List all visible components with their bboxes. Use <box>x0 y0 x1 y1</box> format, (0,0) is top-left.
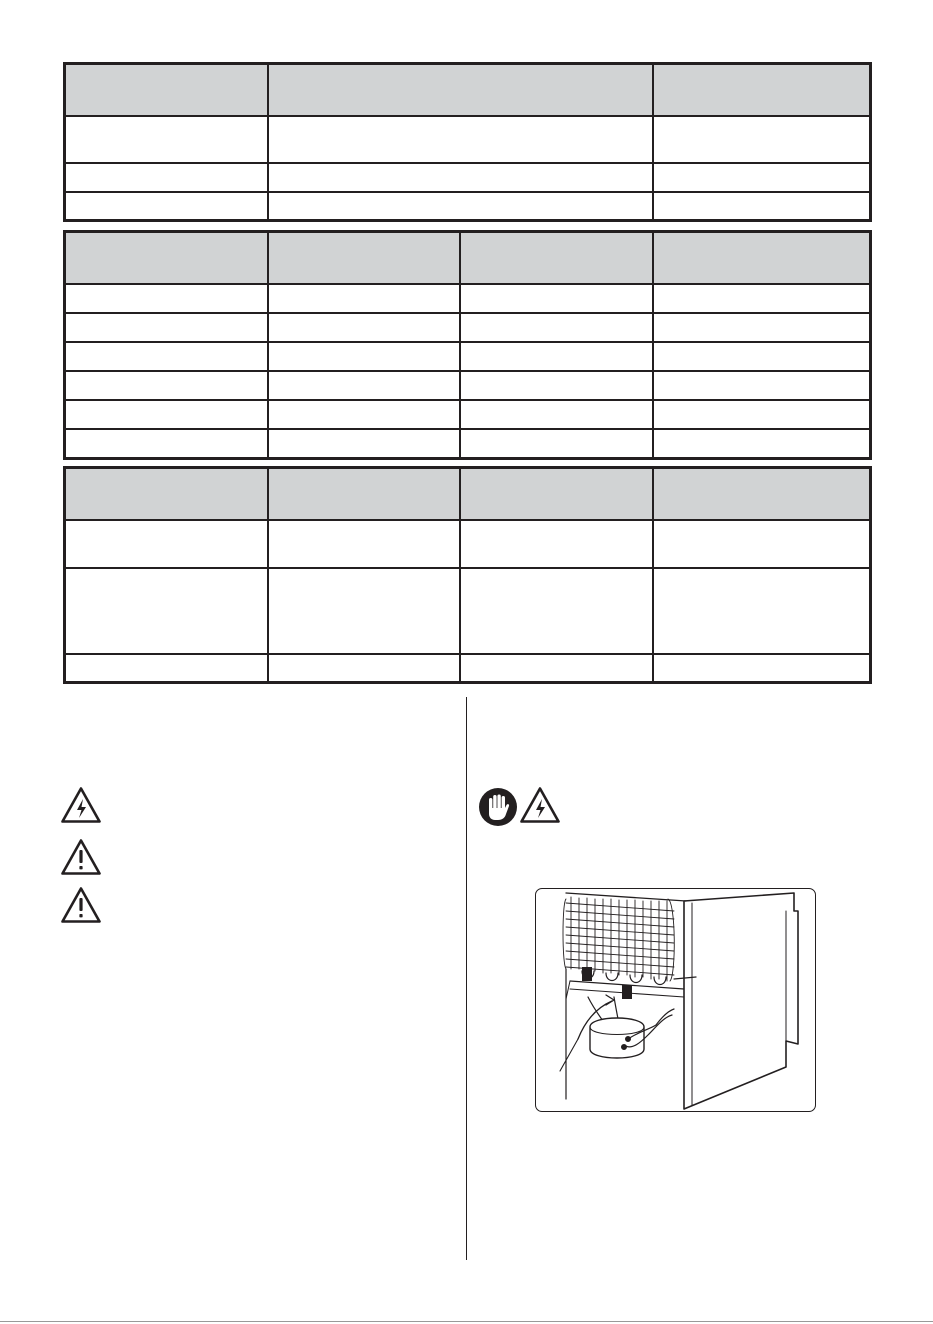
table-cell <box>459 430 652 457</box>
table-header-cell <box>267 233 459 283</box>
table-cell <box>66 521 267 567</box>
table-header-cell <box>66 65 267 115</box>
table-cell <box>66 193 267 219</box>
table-cell <box>459 285 652 312</box>
general-warning-icon <box>60 886 102 924</box>
table-cell <box>66 569 267 653</box>
table-cell <box>66 314 267 341</box>
table-cell <box>66 372 267 399</box>
table-cell <box>267 314 459 341</box>
table-row <box>66 567 869 653</box>
table-row <box>66 519 869 567</box>
spec-table-1 <box>63 62 872 222</box>
table-cell <box>267 117 652 162</box>
table-header-cell <box>267 65 652 115</box>
table-row <box>66 428 869 457</box>
table-row <box>66 191 869 219</box>
electric-shock-warning-icon <box>519 786 561 824</box>
table-cell <box>652 372 869 399</box>
spec-table-2 <box>63 230 872 460</box>
table-row <box>66 370 869 399</box>
table-cell <box>459 372 652 399</box>
table-cell <box>652 117 869 162</box>
table-row <box>66 162 869 191</box>
table-cell <box>652 193 869 219</box>
table-header-row <box>66 469 869 519</box>
table-cell <box>66 401 267 428</box>
general-warning-icon <box>60 838 102 876</box>
table-cell <box>459 521 652 567</box>
table-cell <box>267 401 459 428</box>
table-cell <box>267 569 459 653</box>
page-bottom-rule <box>0 1321 933 1322</box>
table-cell <box>652 401 869 428</box>
table-cell <box>459 401 652 428</box>
table-row <box>66 653 869 681</box>
table-header-cell <box>267 469 459 519</box>
table-header-cell <box>652 233 869 283</box>
table-row <box>66 283 869 312</box>
table-cell <box>652 285 869 312</box>
spec-table-3 <box>63 466 872 684</box>
table-cell <box>66 117 267 162</box>
table-cell <box>652 430 869 457</box>
table-cell <box>66 430 267 457</box>
table-header-row <box>66 65 869 115</box>
table-cell <box>267 193 652 219</box>
table-cell <box>267 343 459 370</box>
table-cell <box>652 343 869 370</box>
table-cell <box>66 285 267 312</box>
table-cell <box>652 655 869 681</box>
compressor-drawing <box>536 889 816 1112</box>
table-header-cell <box>459 469 652 519</box>
refrigerator-compressor-rear-illustration <box>535 888 816 1112</box>
table-cell <box>267 164 652 191</box>
table-cell <box>66 343 267 370</box>
hand-stop-icon <box>478 787 518 827</box>
table-cell <box>459 655 652 681</box>
table-header-row <box>66 233 869 283</box>
table-row <box>66 399 869 428</box>
table-header-cell <box>652 65 869 115</box>
table-cell <box>66 655 267 681</box>
table-cell <box>652 521 869 567</box>
table-row <box>66 115 869 162</box>
table-cell <box>66 164 267 191</box>
table-cell <box>652 164 869 191</box>
table-header-cell <box>66 469 267 519</box>
table-cell <box>267 430 459 457</box>
electric-shock-warning-icon <box>60 786 102 824</box>
column-divider <box>466 697 467 1260</box>
table-cell <box>652 569 869 653</box>
table-cell <box>267 372 459 399</box>
table-cell <box>459 314 652 341</box>
table-cell <box>459 569 652 653</box>
table-header-cell <box>459 233 652 283</box>
table-row <box>66 341 869 370</box>
table-cell <box>459 343 652 370</box>
table-header-cell <box>652 469 869 519</box>
table-cell <box>267 655 459 681</box>
table-cell <box>267 285 459 312</box>
table-cell <box>652 314 869 341</box>
table-row <box>66 312 869 341</box>
table-cell <box>267 521 459 567</box>
table-header-cell <box>66 233 267 283</box>
